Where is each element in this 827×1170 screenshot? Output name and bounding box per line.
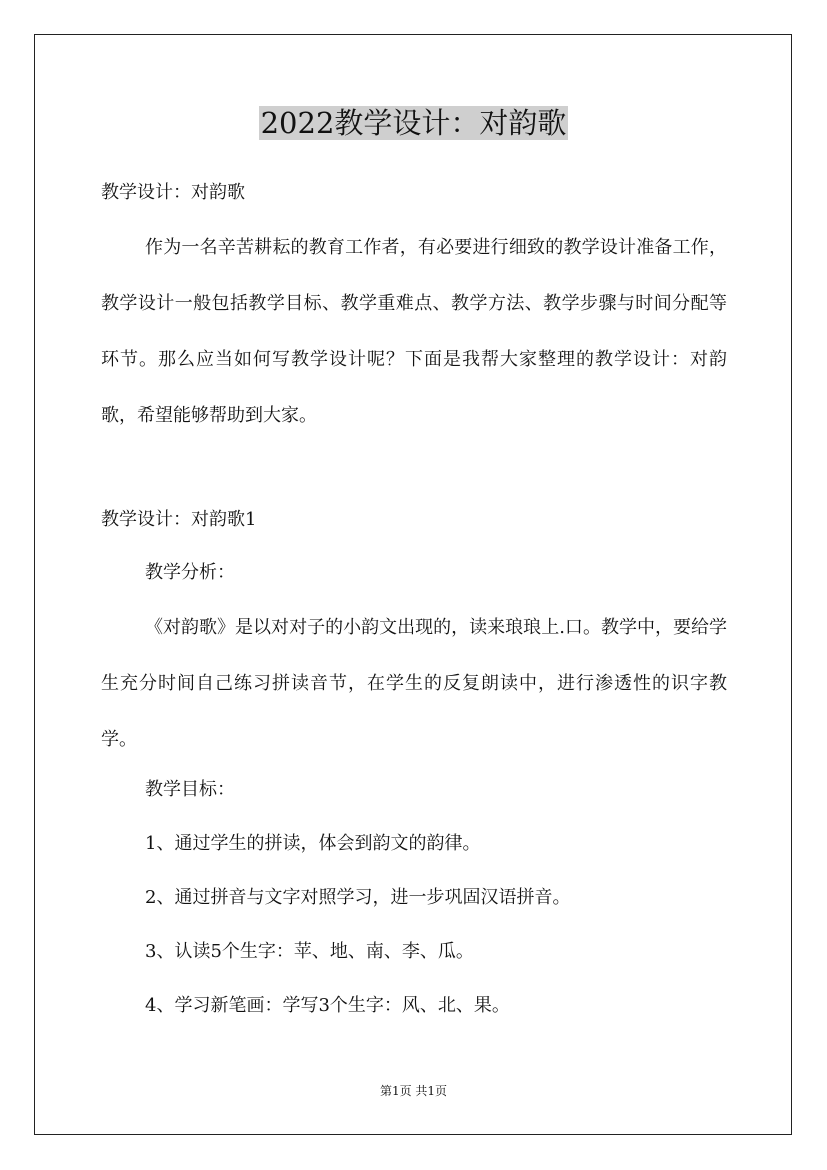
subtitle: 教学设计：对韵歌 (101, 182, 245, 203)
document-title-text: 2022教学设计：对韵歌 (260, 106, 567, 140)
analysis-label: 教学分析： (145, 562, 235, 583)
section-heading: 教学设计：对韵歌1 (101, 509, 257, 530)
analysis-paragraph: 《对韵歌》是以对对子的小韵文出现的，读来琅琅上.口。教学中，要给学生充分时间自己练习拼读音节，在学生的反复朗读中，进行渗透性的识字教学。 (101, 617, 727, 750)
intro-paragraph: 作为一名辛苦耕耘的教育工作者，有必要进行细致的教学设计准备工作，教学设计一般包括教学目标、教学重难点、教学方法、教学步骤与时间分配等环节。那么应当如何写教学设计呢？下面是我帮大家整理的教学设计：对韵歌，希望能够帮助到大家。 (101, 237, 727, 426)
document-title (0, 103, 827, 143)
goals-label: 教学目标： (145, 779, 235, 800)
goal-item-3: 3、认读5个生字：苹、地、南、李、瓜。 (145, 941, 474, 962)
goal-item-4: 4、学习新笔画：学写3个生字：风、北、果。 (145, 995, 510, 1016)
goal-item-1: 1、通过学生的拼读，体会到韵文的韵律。 (145, 833, 481, 854)
goal-item-2: 2、通过拼音与文字对照学习，进一步巩固汉语拼音。 (145, 887, 571, 908)
page-footer: 第1页 共1页 (379, 1084, 448, 1098)
